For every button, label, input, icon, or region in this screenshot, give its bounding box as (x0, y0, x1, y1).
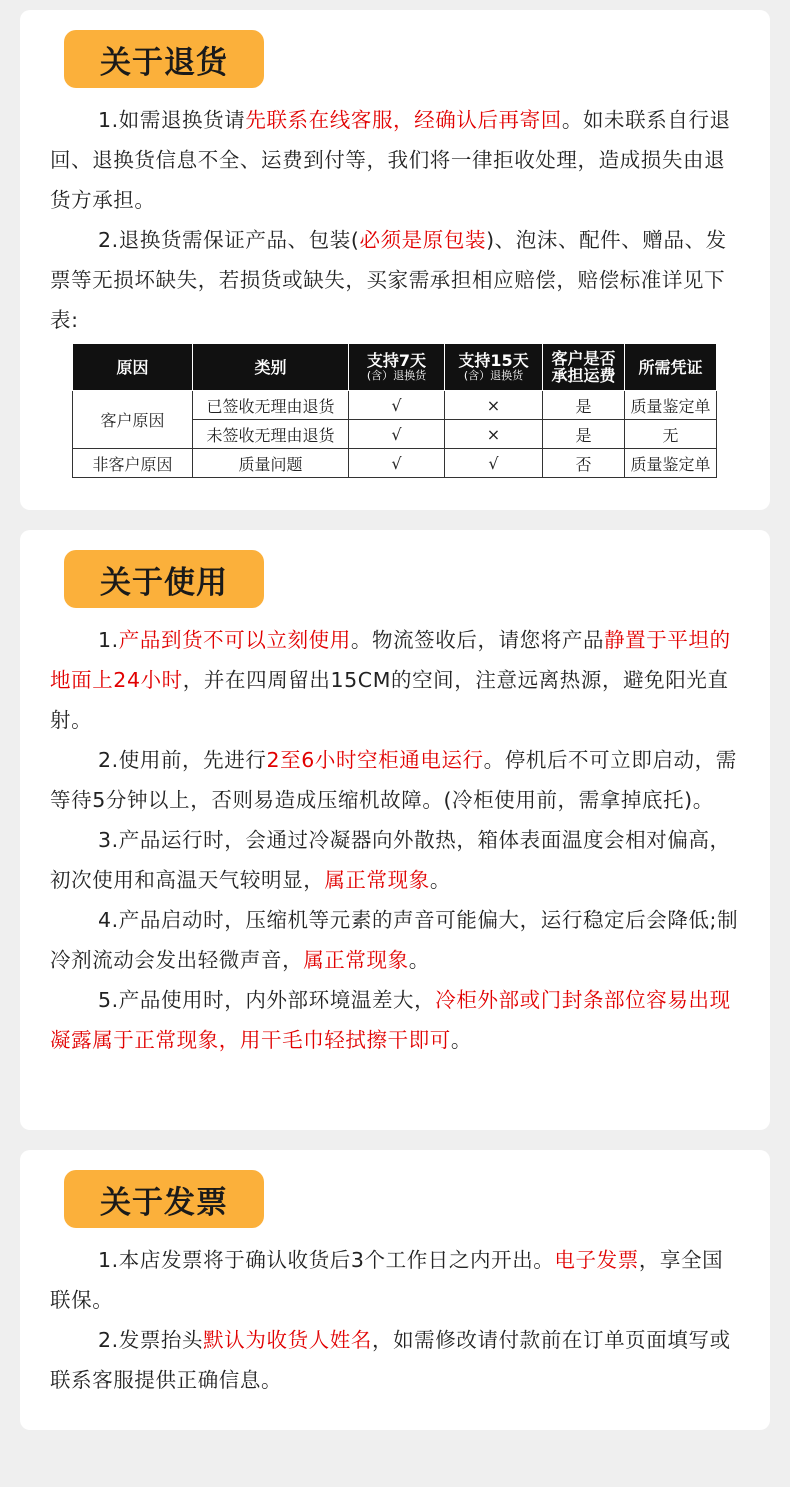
cell-7day: √ (349, 449, 445, 478)
highlight-text: 先联系在线客服，经确认后再寄回 (245, 108, 562, 132)
text: 。 (450, 1028, 473, 1052)
usage-paragraph-2 (50, 740, 742, 820)
highlight-text: 静置于平坦的地面上24小时 (50, 628, 731, 692)
returns-section (20, 10, 770, 510)
header-subtext: (含）退换货 (366, 369, 427, 382)
cell-15day: √ (445, 449, 543, 478)
highlight-text: 必须是原包装 (359, 228, 487, 252)
cell-shipping: 是 (543, 391, 625, 420)
header-proof: 所需凭证 (625, 344, 717, 391)
cell-15day: × (445, 420, 543, 449)
header-subtext: (含）退换货 (463, 369, 524, 382)
header-shipping (543, 344, 625, 391)
header-support-15 (445, 344, 543, 391)
text: 5.产品使用时，内外部环境温差大， (98, 988, 436, 1012)
text: ，享全国联保。 (50, 1248, 724, 1312)
text: 2.发票抬头 (98, 1328, 204, 1352)
text: 1.本店发票将于确认收货后3个工作日之内开出。 (98, 1248, 555, 1272)
highlight-text: 默认为收货人姓名 (203, 1328, 372, 1352)
highlight-text: 属正常现象 (324, 868, 430, 892)
cell-reason: 客户原因 (73, 391, 193, 449)
cell-proof: 质量鉴定单 (625, 391, 717, 420)
usage-paragraph-3 (50, 820, 742, 900)
compensation-table-wrap (72, 343, 717, 478)
table-row (73, 449, 717, 478)
text: 。 (408, 948, 430, 972)
cell-category: 未签收无理由退货 (193, 420, 349, 449)
cell-proof: 无 (625, 420, 717, 449)
cell-reason: 非客户原因 (73, 449, 193, 478)
usage-paragraph-1 (50, 620, 742, 740)
usage-title: 关于使用 (64, 550, 264, 608)
header-text: 客户是否承担运费 (551, 349, 616, 385)
text: 。如未联系自行退回、退换货信息不全、运费到付等，我们将一律拒收处理，造成损失由退货方承担。 (50, 108, 731, 212)
returns-title: 关于退货 (64, 30, 264, 88)
usage-paragraph-4 (50, 900, 742, 980)
header-text: 支持7天 (366, 351, 427, 370)
text: 。停机后不可立即启动，需等待5分钟以上，否则易造成压缩机故障。(冷柜使用前，需拿掉底托)。 (50, 748, 737, 812)
cell-shipping: 否 (543, 449, 625, 478)
text: ，并在四周留出15CM的空间，注意远离热源，避免阳光直射。 (50, 668, 729, 732)
text: 2.使用前，先进行 (98, 748, 267, 772)
invoice-section (20, 1150, 770, 1430)
header-category: 类别 (193, 344, 349, 391)
returns-paragraph-1 (50, 100, 742, 220)
text: ，如需修改请付款前在订单页面填写或联系客服提供正确信息。 (50, 1328, 731, 1392)
table-row (73, 391, 717, 420)
highlight-text: 电子发票 (554, 1248, 639, 1272)
invoice-paragraph-2 (50, 1320, 742, 1400)
cell-category: 质量问题 (193, 449, 349, 478)
returns-paragraph-2 (50, 220, 742, 340)
table-header-row (73, 344, 717, 391)
invoice-paragraph-1 (50, 1240, 742, 1320)
text: 2.退换货需保证产品、包装( (98, 228, 360, 252)
header-support-7 (349, 344, 445, 391)
header-text: 支持15天 (458, 351, 529, 370)
text: 3.产品运行时，会通过冷凝器向外散热，箱体表面温度会相对偏高，初次使用和高温天气较明显， (50, 828, 731, 892)
highlight-text: 产品到货不可以立刻使用 (118, 628, 351, 652)
highlight-text: 冷柜外部或门封条部位容易出现凝露属于正常现象，用干毛巾轻拭擦干即可 (50, 988, 731, 1052)
text: 。物流签收后，请您将产品 (350, 628, 605, 652)
usage-paragraph-5 (50, 980, 742, 1060)
usage-body (50, 620, 742, 1060)
highlight-text: 属正常现象 (303, 948, 409, 972)
text: 1.如需退换货请 (98, 108, 246, 132)
cell-shipping: 是 (543, 420, 625, 449)
cell-7day: √ (349, 391, 445, 420)
header-reason: 原因 (73, 344, 193, 391)
cell-15day: × (445, 391, 543, 420)
usage-section (20, 530, 770, 1130)
cell-7day: √ (349, 420, 445, 449)
invoice-body (50, 1240, 742, 1400)
text: 。 (429, 868, 451, 892)
text: 1. (98, 628, 119, 652)
text: )、泡沫、配件、赠品、发票等无损坏缺失，若损货或缺失，买家需承担相应赔偿，赔偿标准详见下表: (50, 228, 727, 332)
cell-category: 已签收无理由退货 (193, 391, 349, 420)
invoice-title: 关于发票 (64, 1170, 264, 1228)
compensation-table (72, 343, 717, 478)
text: 4.产品启动时，压缩机等元素的声音可能偏大，运行稳定后会降低;制冷剂流动会发出轻微声音， (50, 908, 739, 972)
cell-proof: 质量鉴定单 (625, 449, 717, 478)
highlight-text: 2至6小时空柜通电运行 (266, 748, 484, 772)
returns-body (50, 100, 742, 340)
